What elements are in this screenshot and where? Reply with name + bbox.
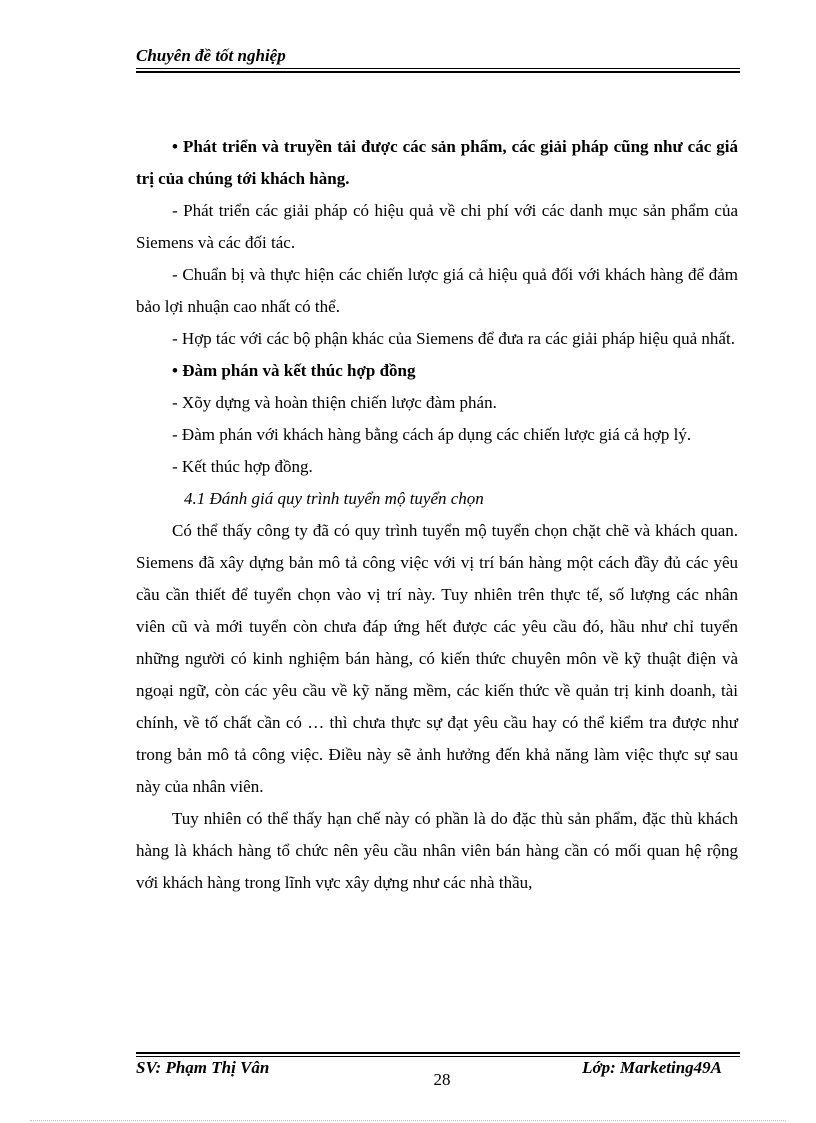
header-title: Chuyên đề tốt nghiệp	[136, 46, 286, 65]
header-rule	[136, 68, 740, 69]
footer-class: Lớp: Marketing49A	[582, 1058, 722, 1077]
body-text	[136, 131, 738, 899]
paragraph-limitation: Tuy nhiên có thể thấy hạn chế này có phần là do đặc thù sản phẩm, đặc thù khách hàng là khách hàng tổ chức nên yêu cầu nhân viên bán hàng cần có mối quan hệ rộng với khách hàng trong lĩnh vực xây dựng như các nhà thầu,	[136, 809, 738, 892]
paragraph-solutions: - Phát triển các giải pháp có hiệu quả về chi phí với các danh mục sản phẩm của Siemens và các đối tác.	[136, 201, 738, 252]
paragraph-recruitment: Có thể thấy công ty đã có quy trình tuyển mộ tuyển chọn chặt chẽ và khách quan. Siemens đã xây dựng bản mô tả công việc với vị trí bán hàng một cách đầy đủ các yêu cầu cần thiết để tuyển chọn vào vị trí này. Tuy nhiên trên thực tế, số lượng các nhân viên cũ và mới tuyển còn chưa đáp ứng hết được các yêu cầu đó, hầu như chỉ tuyển những người có kinh nghiệm bán hàng, có kiến thức chuyên môn về kỹ thuật điện và ngoại ngữ, còn các yêu cầu về kỹ năng mềm, các kiến thức về quản trị kinh doanh, tài chính, về tố chất cần có … thì chưa thực sự đạt yêu cầu hay có thể kiểm tra được như trong bản mô tả công việc. Điều này sẽ ảnh hưởng đến khả năng làm việc thực sự sau này của nhân viên.	[136, 521, 738, 796]
footer-rule-thick	[136, 1052, 740, 1054]
footer-student: SV: Phạm Thị Vân	[136, 1058, 270, 1077]
page-number: 28	[433, 1070, 451, 1089]
paragraph-negotiate: - Đàm phán với khách hàng bằng cách áp dụng các chiến lược giá cả hợp lý.	[172, 425, 692, 444]
paragraph-close-contract: - Kết thúc hợp đồng.	[172, 457, 313, 476]
bullet-heading-develop: • Phát triển và truyền tải được các sản phẩm, các giải pháp cũng như các giá trị của chúng tới khách hàng.	[136, 137, 738, 188]
header-rule-thick	[136, 71, 740, 73]
paragraph-pricing: - Chuẩn bị và thực hiện các chiến lược giá cả hiệu quả đối với khách hàng để đảm bảo lợi nhuận cao nhất có thể.	[136, 265, 738, 316]
footer-rule	[136, 1056, 740, 1057]
paragraph-cooperation: - Hợp tác với các bộ phận khác của Siemens để đưa ra các giải pháp hiệu quả nhất.	[172, 329, 735, 348]
page-break-line	[30, 1120, 786, 1121]
paragraph-strategy: - Xõy dựng và hoàn thiện chiến lược đàm phán.	[172, 393, 497, 412]
section-subheading: 4.1 Đánh giá quy trình tuyển mộ tuyển chọn	[184, 489, 484, 508]
bullet-heading-negotiation: • Đàm phán và kết thúc hợp đồng	[172, 361, 416, 380]
